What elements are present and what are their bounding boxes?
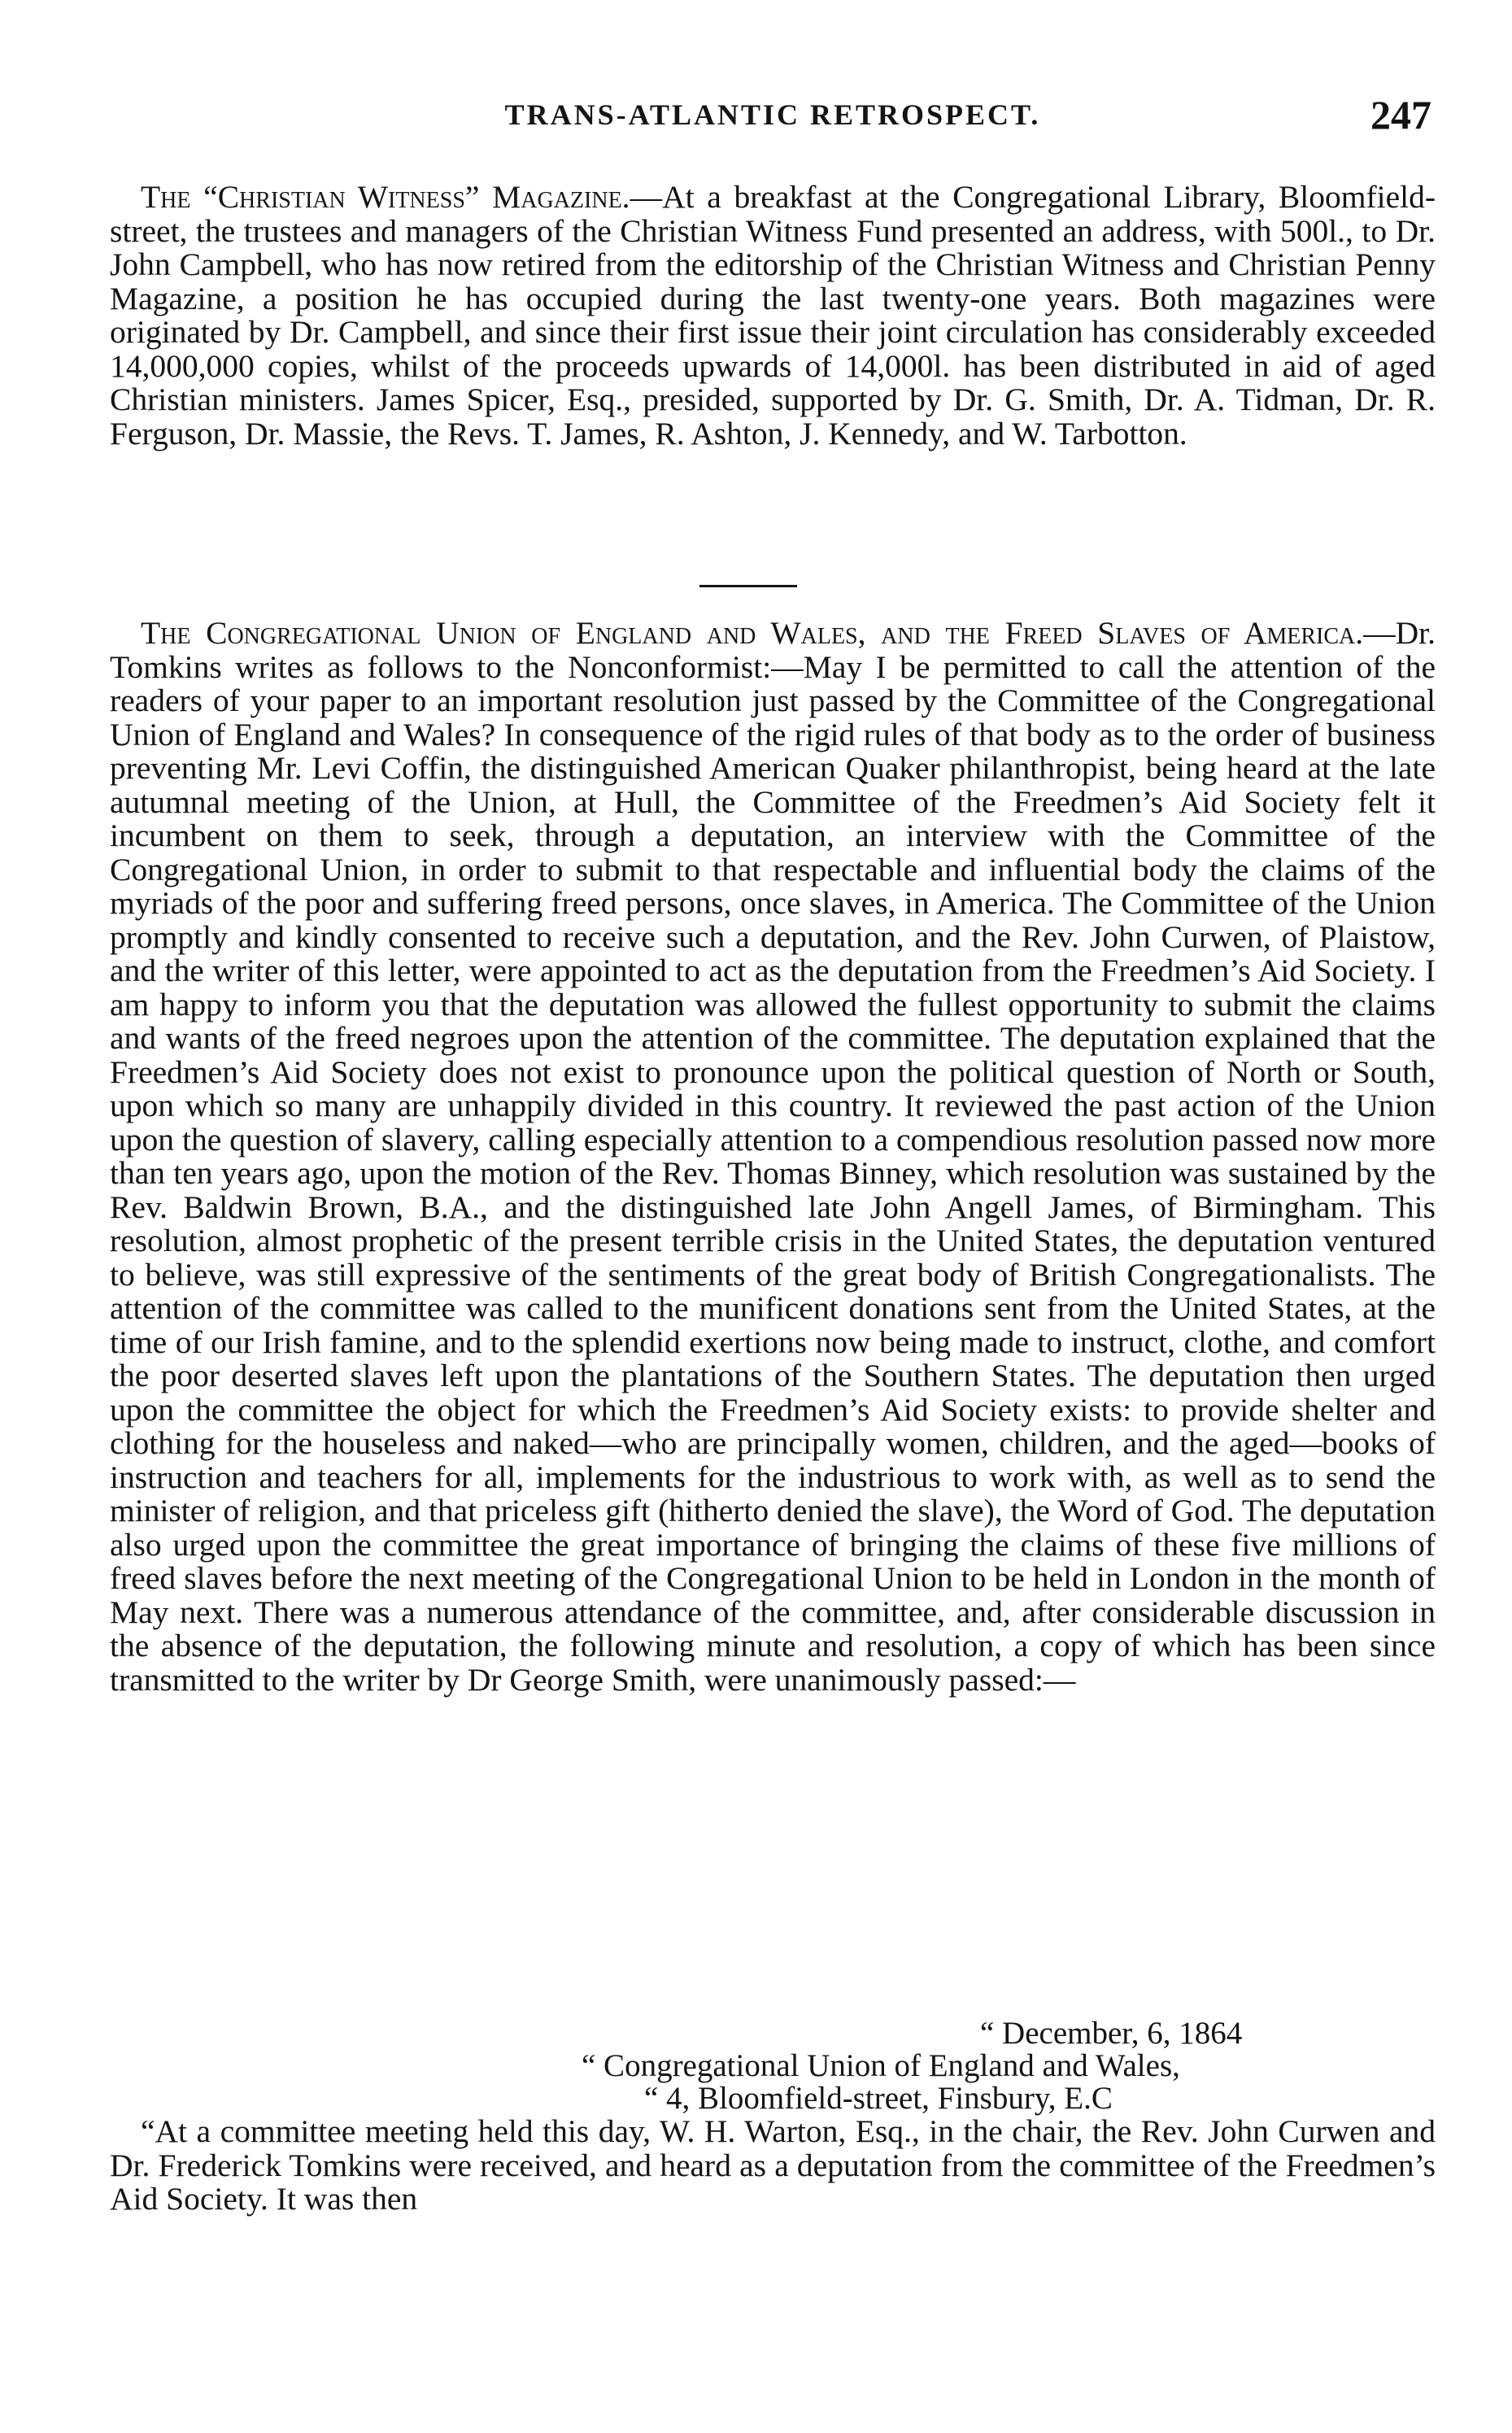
letter-body-block [110, 2115, 1436, 2217]
article-congregational-union [110, 617, 1436, 1697]
article-paragraph [110, 181, 1436, 451]
letter-organization: “ Congregational Union of England and Wales, [582, 2048, 1180, 2083]
letter-address: “ 4, Bloomfield-street, Finsbury, E.C [644, 2081, 1113, 2116]
page-number: 247 [1370, 92, 1431, 137]
running-title: TRANS-ATLANTIC RETROSPECT. [504, 98, 1041, 131]
letter-address-block [110, 2017, 1436, 2115]
letter-paragraph: “At a committee meeting held this day, W. H. Warton, Esq., in the chair, the Rev. John Curwen and Dr. Frederick Tomkins were received, and heard as a deputation from the committee of the Freedmen’s Aid Society. It was then [110, 2113, 1436, 2217]
article-body: —At a breakfast at the Congregational Library, Bloomfield-street, the trustees and managers of the Christian Witness Fund presented an address, with 500l., to Dr. John Campbell, who has now retired from the editorship of the Christian Witness and Christian Penny Magazine, a position he has occupied during the last twenty-one years. Both magazines were originated by Dr. Campbell, and since their first issue their joint circulation has considerably exceeded 14,000,000 copies, whilst of the proceeds upwards of 14,000l. has been distributed in aid of aged Christian ministers. James Spicer, Esq., presided, supported by Dr. G. Smith, Dr. A. Tidman, Dr. R. Ferguson, Dr. Massie, the Revs. T. James, R. Ashton, J. Kennedy, and W. Tarbotton. [110, 179, 1436, 451]
running-head [114, 91, 1431, 140]
article-christian-witness [110, 181, 1436, 451]
article-heading: The Congregational Union of England and Wales, and the Freed Slaves of America. [141, 615, 1364, 651]
article-body: —Dr. Tomkins writes as follows to the Nonconformist:—May I be permitted to call the attention of the readers of your paper to an important resolution just passed by the Committee of the Congregational Union of England and Wales? In consequence of the rigid rules of that body as to the order of business preventing Mr. Levi Coffin, the distinguished American Quaker philanthropist, being heard at the late autumnal meeting of the Union, at Hull, the Committee of the Freedmen’s Aid Society felt it incumbent on them to seek, through a deputation, an interview with the Committee of the Congregational Union, in order to submit to that respectable and influential body the claims of the myriads of the poor and suffering freed persons, once slaves, in America. The Committee of the Union promptly and kindly consented to receive such a deputation, and the Rev. John Curwen, of Plaistow, and the writer of this letter, were appointed to act as the deputation from the Freedmen’s Aid Society. I am happy to inform you that the deputation was allowed the fullest opportunity to submit the claims and wants of the freed negroes upon the attention of the committee. The deputation explained that the Freedmen’s Aid Society does not exist to pronounce upon the political question of North or South, upon which so many are unhappily divided in this country. It reviewed the past action of the Union upon the question of slavery, calling especially attention to a compendious resolution passed now more than ten years ago, upon the motion of the Rev. Thomas Binney, which resolution was sustained by the Rev. Baldwin Brown, B.A., and the distinguished late John Angell James, of Birmingham. This resolution, almost prophetic of the present terrible crisis in the United States, the deputation ventured to believe, was still expressive of the sentiments of the great body of British Congregationalists. The attention of the committee was called to the munificent donations sent from the United States, at the time of our Irish famine, and to the splendid exertions now being made to instruct, clothe, and comfort the poor deserted slaves left upon the plantations of the Southern States. The deputation then urged upon the committee the object for which the Freedmen’s Aid Society exists: to provide shelter and clothing for the houseless and naked—who are principally women, children, and the aged—books of instruction and teachers for all, implements for the industrious to work with, as well as to send the minister of religion, and that priceless gift (hitherto denied the slave), the Word of God. The deputation also urged upon the committee the great importance of bringing the claims of these five millions of freed slaves before the next meeting of the Congregational Union to be held in London in the month of May next. There was a numerous attendance of the committee, and, after considerable discussion in the absence of the deputation, the following minute and resolution, a copy of which has been since transmitted to the writer by Dr George Smith, were unanimously passed:— [110, 615, 1436, 1698]
letter-dateline: “ December, 6, 1864 [980, 2016, 1243, 2051]
article-paragraph [110, 617, 1436, 1697]
article-heading: The “Christian Witness” Magazine. [141, 179, 630, 215]
section-divider [699, 585, 797, 587]
